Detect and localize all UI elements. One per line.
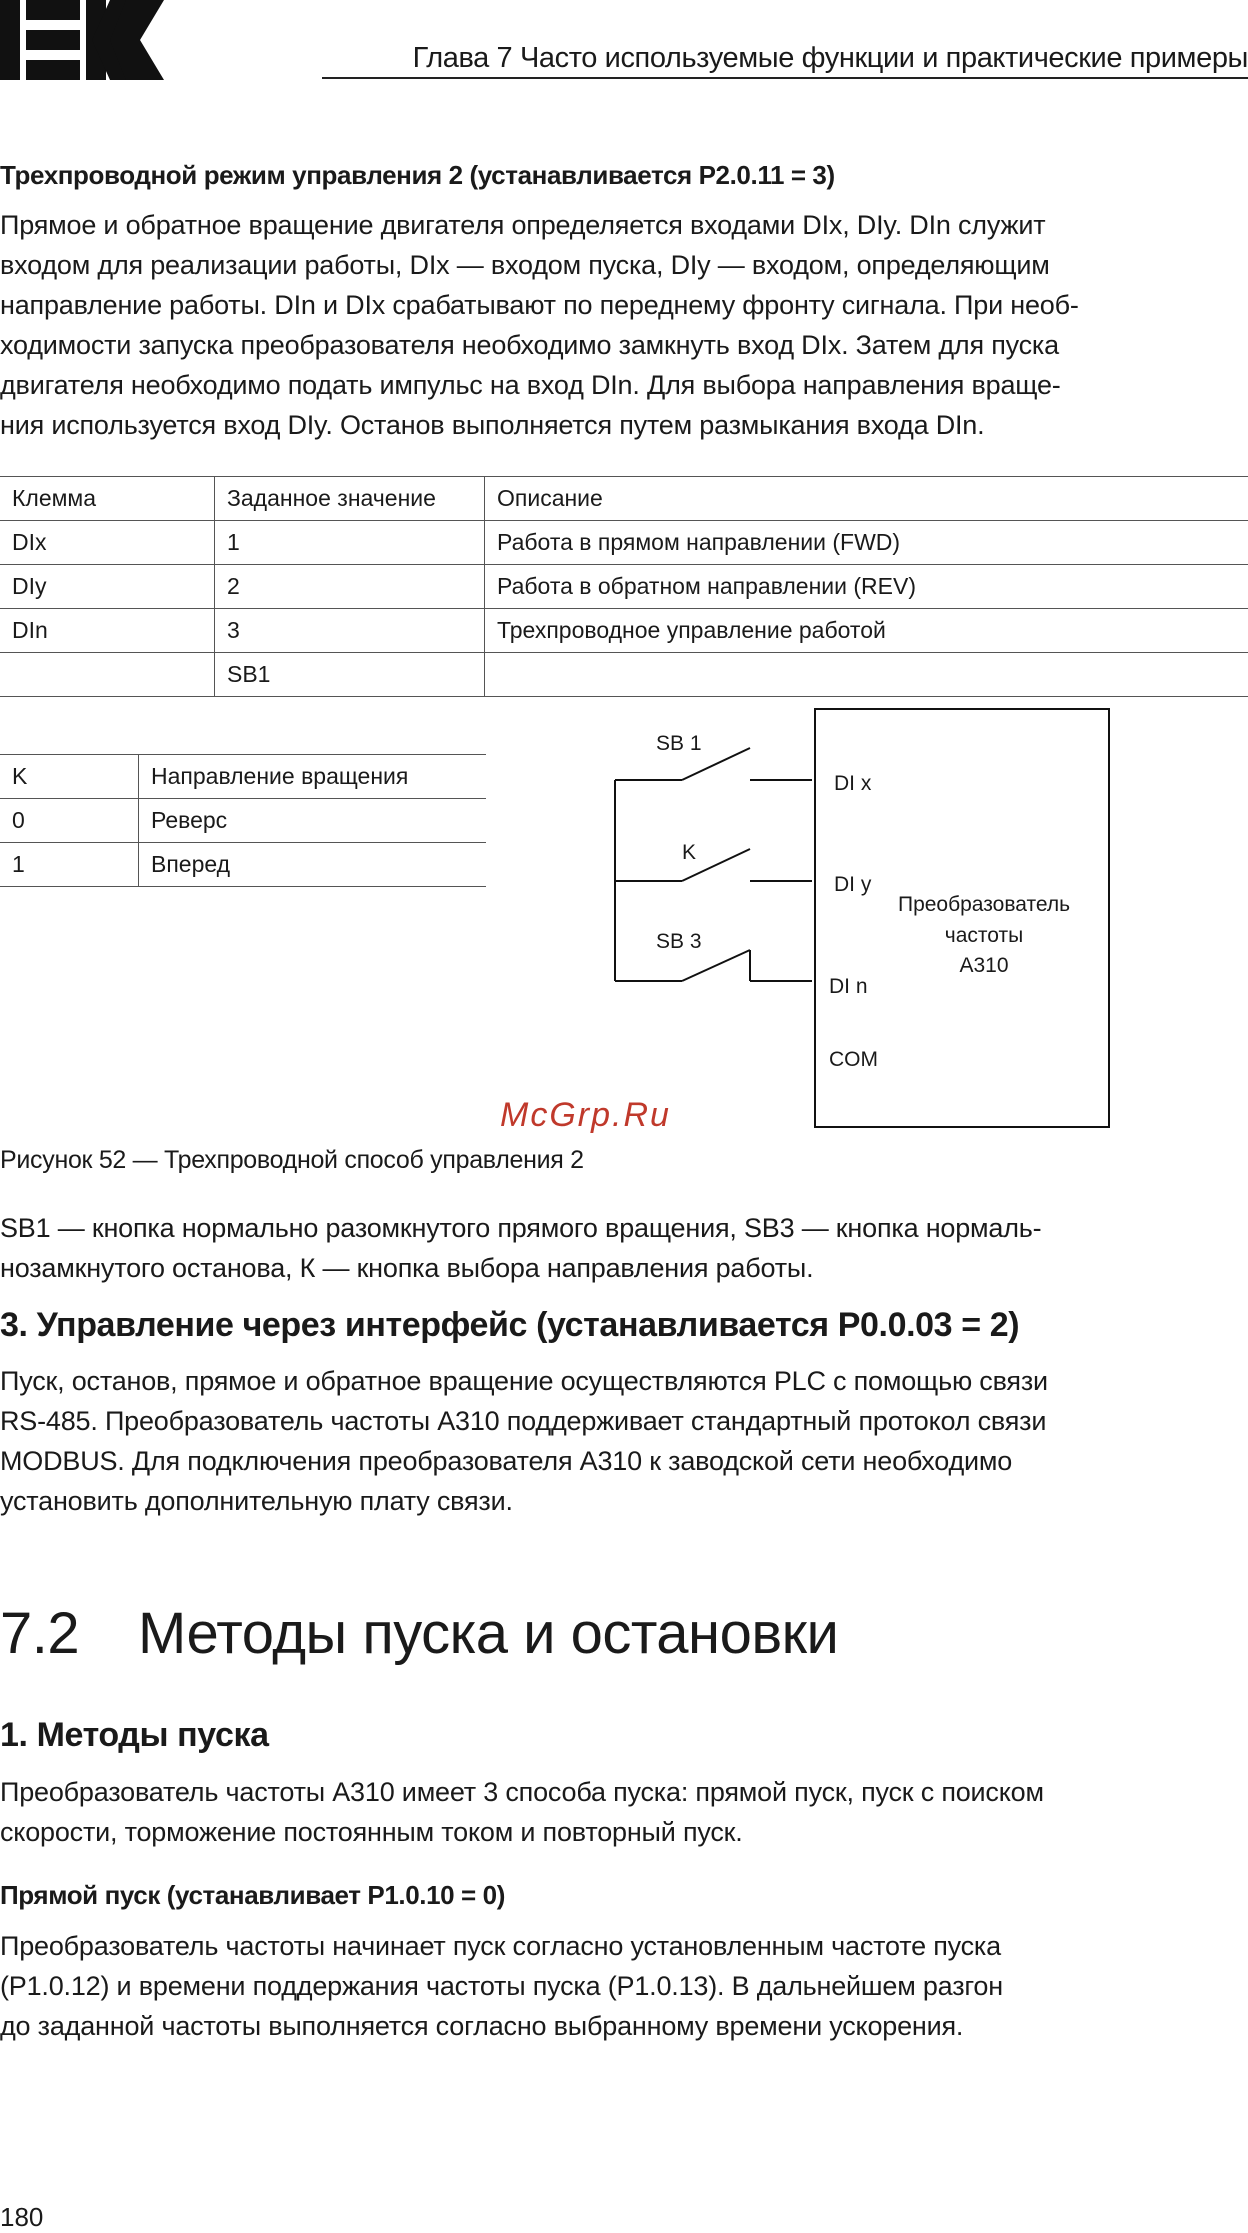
label-sb3: SB 3 [656, 930, 702, 953]
table-header-cell: Клемма [0, 477, 215, 521]
table-cell: DIn [0, 609, 215, 653]
table-row [0, 565, 1248, 609]
table-cell: 3 [215, 609, 485, 653]
table-header-cell: Описание [485, 477, 1248, 521]
paragraph-direct-start [0, 1926, 1003, 2046]
paragraph-line: нозамкнутого останова, К — кнопка выбора направления работы. [0, 1248, 1041, 1288]
paragraph-line: ния используется вход DIy. Останов выполняется путем размыкания входа DIn. [0, 405, 1079, 445]
label-sb1: SB 1 [656, 732, 702, 755]
paragraph-three-wire [0, 205, 1079, 445]
watermark: McGrp.Ru [500, 1096, 671, 1135]
section-heading-interface: 3. Управление через интерфейс (устанавливается P0.0.03 = 2) [0, 1306, 1019, 1345]
table-row [0, 609, 1248, 653]
table-cell [0, 653, 215, 697]
paragraph-line: RS-485. Преобразователь частоты A310 поддерживает стандартный протокол связи [0, 1401, 1048, 1441]
table-header-cell: Направление вращения [139, 755, 487, 799]
table-cell: Вперед [139, 843, 487, 887]
paragraph-line: (P1.0.12) и времени поддержания частоты пуска (P1.0.13). В дальнейшем разгон [0, 1966, 1003, 2006]
switch-sb3-contact [682, 950, 750, 981]
section-heading-direct-start: Прямой пуск (устанавливает P1.0.10 = 0) [0, 1880, 505, 1911]
table-cell: Трехпроводное управление работой [485, 609, 1248, 653]
table-header-row [0, 755, 486, 799]
section-title: Методы пуска и остановки [138, 1601, 838, 1666]
table-row [0, 521, 1248, 565]
iek-logo [0, 0, 164, 80]
paragraph-line: входом для реализации работы, DIx — входом пуска, DIy — входом, определяющим [0, 245, 1079, 285]
table-row [0, 843, 486, 887]
table-cell: DIy [0, 565, 215, 609]
paragraph-line: направление работы. DIn и DIx срабатывают по переднему фронту сигнала. При необ- [0, 285, 1079, 325]
section-heading-three-wire: Трехпроводной режим управления 2 (устанавливается P2.0.11 = 3) [0, 160, 835, 191]
label-com: COM [829, 1048, 878, 1071]
table-cell: SB1 [215, 653, 485, 697]
paragraph-line: двигателя необходимо подать импульс на вход DIn. Для выбора направления враще- [0, 365, 1079, 405]
table-cell: Работа в прямом направлении (FWD) [485, 521, 1248, 565]
paragraph-interface [0, 1361, 1048, 1521]
paragraph-line: скорости, торможение постоянным током и повторный пуск. [0, 1812, 1044, 1852]
table-cell: 1 [0, 843, 139, 887]
paragraph-line: Преобразователь частоты A310 имеет 3 способа пуска: прямой пуск, пуск с поиском [0, 1772, 1044, 1812]
paragraph-line: SB1 — кнопка нормально разомкнутого прямого вращения, SB3 — кнопка нормаль- [0, 1208, 1041, 1248]
paragraph-line: Пуск, останов, прямое и обратное вращение осуществляются PLC с помощью связи [0, 1361, 1048, 1401]
terminal-table [0, 476, 1248, 697]
table-cell [485, 653, 1248, 697]
table-cell: Реверс [139, 799, 487, 843]
table-header-cell: K [0, 755, 139, 799]
figure-caption: Рисунок 52 — Трехпроводной способ управления 2 [0, 1146, 584, 1175]
table-cell: Работа в обратном направлении (REV) [485, 565, 1248, 609]
paragraph-start-methods [0, 1772, 1044, 1852]
table-cell: DIx [0, 521, 215, 565]
table-cell: 0 [0, 799, 139, 843]
page-number: 180 [0, 2202, 43, 2233]
table-header-row [0, 477, 1248, 521]
paragraph-line: установить дополнительную плату связи. [0, 1481, 1048, 1521]
table-row [0, 799, 486, 843]
paragraph-line: Прямое и обратное вращение двигателя определяется входами DIx, DIy. DIn служит [0, 205, 1079, 245]
device-label-line: Преобразователь [898, 893, 1070, 916]
direction-table [0, 754, 486, 887]
device-label-line: A310 [959, 954, 1008, 977]
label-dix: DI x [834, 772, 872, 795]
section-number: 7.2 [0, 1600, 138, 1667]
table-row [0, 653, 1248, 697]
paragraph-line: до заданной частоты выполняется согласно выбранному времени ускорения. [0, 2006, 1003, 2046]
table-header-cell: Заданное значение [215, 477, 485, 521]
device-label-line: частоты [945, 924, 1023, 947]
chapter-header: Глава 7 Часто используемые функции и практические примеры [413, 42, 1248, 75]
paragraph-line: ходимости запуска преобразователя необходимо замкнуть вход DIx. Затем для пуска [0, 325, 1079, 365]
table-cell: 1 [215, 521, 485, 565]
table-cell: 2 [215, 565, 485, 609]
label-din: DI n [829, 975, 868, 998]
section-heading-start-methods: 1. Методы пуска [0, 1716, 269, 1755]
paragraph-note [0, 1208, 1041, 1288]
label-diy: DI y [834, 873, 872, 896]
paragraph-line: MODBUS. Для подключения преобразователя A310 к заводской сети необходимо [0, 1441, 1048, 1481]
wiring-diagram [600, 700, 1120, 1140]
paragraph-line: Преобразователь частоты начинает пуск согласно установленным частоте пуска [0, 1926, 1003, 1966]
label-k: K [682, 841, 696, 864]
chapter-section-heading [0, 1600, 838, 1667]
header-divider [322, 77, 1248, 79]
